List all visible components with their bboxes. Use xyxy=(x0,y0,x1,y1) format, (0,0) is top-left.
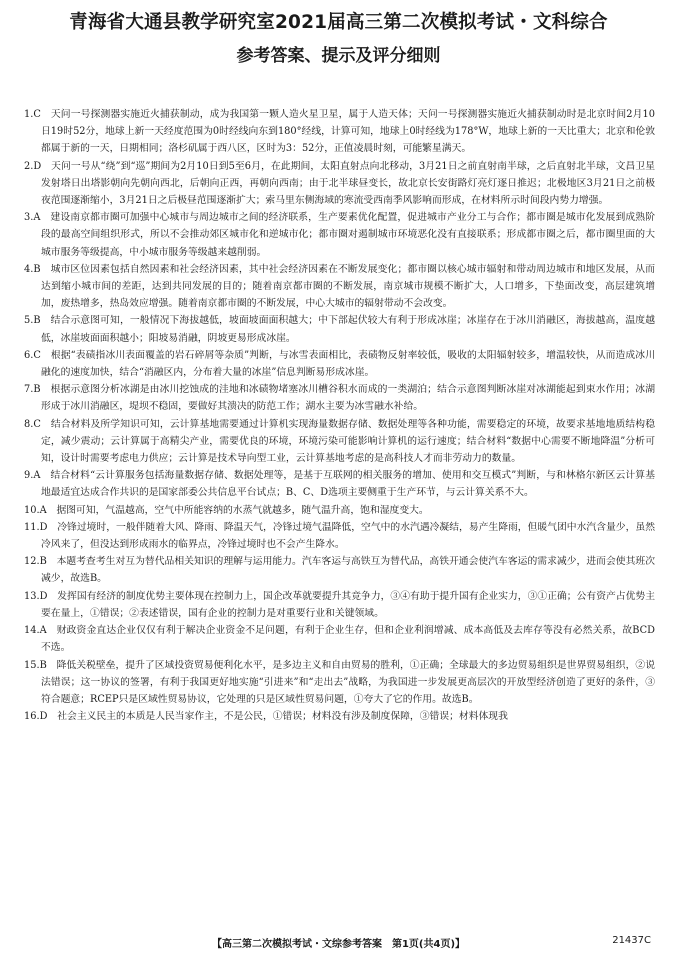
answer-item-15: 15.B 降低关税壁垒，提升了区域投资贸易便利化水平，是多边主义和自由贸易的胜利，①正确；全球最大的多边贸易组织是世界贸易组织，②说法错误；这一协议的签署，有利于我国更好地实施“引进来”和“走出去”战略，为我国进一步发展更高层次的开放型经济创造了更好的条件，③符合题意；RCEP只是区域性贸易协议，它处理的只是区域性贸易问题，①夸大了它的作用。故选B。 xyxy=(24,659,655,705)
footer-page-info: 【高三第二次模拟考试・文综参考答案 第1页(共4页)】 xyxy=(211,939,466,950)
answer-item-12: 12.B 本题考查考生对互为替代品相关知识的理解与运用能力。汽车客运与高铁互为替代品，高铁开通会使汽车客运的需求减少，进而会使其班次减少，故选B。 xyxy=(24,556,655,585)
answer-item-11: 11.D 冷锋过境时，一般伴随着大风、降雨、降温天气，冷锋过境气温降低，空气中的水汽遇冷凝结，易产生降雨，但暖气团中水汽含量少，虽然冷风来了，但没达到形成雨水的临界点，冷锋过境时也不会产生降水。 xyxy=(24,521,655,551)
answer-list xyxy=(24,106,655,725)
answer-item-2: 2.D 天问一号从“绕”到“巡”期间为2月10日到5至6月，在此期间，太阳直射点向北移动，3月21日之前直射南半球，之后直射北半球，文昌卫星发射塔日出塔影朝向先朝向西北，后朝向正西，再朝向西南；由于北半球昼变长，故北京长安街路灯亮灯逐日推迟；北极地区3月21日之前极夜范围逐渐缩小，3月21日之后极昼范围逐渐扩大；索马里东侧海域的寒流受西南季风影响而形成，在材料所示时间段内势力增强。 xyxy=(24,160,655,207)
answer-item-8: 8.C 结合材料及所学知识可知，云计算基地需要通过计算机实现海量数据存储、数据处理等各种功能，需要稳定的环境，故要求基地地质结构稳定，减少震动；云计算属于高精尖产业，需要优良的环境，环境污染可能影响计算机的运行速度；结合材料“数据中心需要不断地降温”分析可知，设计时需要考虑电力供应；云计算是技术导向型工业，云计算基地考虑的是高科技人才而非劳动力的数量。 xyxy=(24,418,655,465)
answer-item-4: 4.B 城市区位因素包括自然因素和社会经济因素，其中社会经济因素在不断发展变化；都市圈以核心城市辐射和带动周边城市和地区发展，从而达到缩小城市间的差距，达到共同发展的目的；随着南京都市圈的不断发展，南京城市规模不断扩大，人口增多，下垫面改变，高层建筑增加，废热增多，热岛效应增强。随着南京都市圈的不断发展，中心大城市的辐射带动不会改变。 xyxy=(24,263,655,310)
footer-exam-code: 21437C xyxy=(612,935,651,946)
answer-item-6: 6.C 根据“表碛指冰川表面覆盖的岩石碎屑等杂质”判断，与冰雪表面相比，表碛物反射率较低，吸收的太阳辐射较多，增温较快，从而造成冰川融化的速度加快，结合“消融区内，分布着大量的冰崖”信息判断易形成冰崖。 xyxy=(24,349,655,379)
page-footer xyxy=(0,935,677,951)
answer-item-1: 1.C 天问一号探测器实施近火捕获制动，成为我国第一颗人造火星卫星，属于人造天体；天问一号探测器实施近火捕获制动时是北京时间2月10日19时52分，地球上新一天经度范围为0时经线向东到180°经线，计算可知，地球上0时经线为178°W，地球上新的一天比重大；北京和伦敦都属于新的一天，日期相同；洛杉矶属于西八区，区时为3：52分，正值凌晨时刻，可能繁星满天。 xyxy=(24,109,655,155)
answer-item-16: 16.D 社会主义民主的本质是人民当家作主，不是公民，①错误；材料没有涉及制度保障，③错误；材料体现我 xyxy=(24,711,508,723)
answer-item-13: 13.D 发挥国有经济的制度优势主要体现在控制力上，国企改革就要提升其竞争力，③④有助于提升国有企业实力，③①正确；公有资产占优势主要在量上，①错误；②表述错误，国有企业的控制力是对重要行业和关键领域。 xyxy=(24,590,655,619)
page-subtitle: 参考答案、提示及评分细则 xyxy=(236,46,441,66)
answer-item-5: 5.B 结合示意图可知，一般情况下海拔越低，坡面坡面面积越大；中下部起伏较大有利于形成冰崖；冰崖存在于冰川消融区，海拔越高，温度越低，冰崖坡面面积越小；阳坡易消融，阴坡更易形成冰崖。 xyxy=(24,315,655,344)
answer-item-10: 10.A 据图可知，气温越高，空气中所能容纳的水蒸气就越多，随气温升高，饱和湿度变大。 xyxy=(24,504,429,516)
answer-item-3: 3.A 建设南京都市圈可加强中心城市与周边城市之间的经济联系，生产要素优化配置，促进城市产业分工与合作；都市圈是城市化发展到成熟阶段的最高空间组织形式，所以不会推动郊区城市化和逆城市化；都市圈对遏制城市环境恶化没有直接联系；形成都市圈之后，都市圈里面的大城市服务等级提高，中小城市服务等级越来越削弱。 xyxy=(24,212,655,258)
answer-item-9: 9.A 结合材料“云计算服务包括海量数据存储、数据处理等，是基于互联网的相关服务的增加、使用和交互模式”判断，与和林格尔新区云计算基地最适宜达成合作共识的是国家部委公共信息平台试点；B、C、D选项主要侧重于生产环节，与云计算关系不大。 xyxy=(24,470,655,499)
answer-item-7: 7.B 根据示意图分析冰湖是由冰川挖蚀成的洼地和冰碛物堵塞冰川槽谷积水而成的一类湖泊；结合示意图判断冰崖对冰湖能起到束水作用；冰湖形成于冰川消融区，堤坝不稳固，要做好其溃决的防范工作；湖水主要为冰雪融水补给。 xyxy=(24,384,655,413)
page-title: 青海省大通县教学研究室2021届高三第二次模拟考试・文科综合 xyxy=(69,12,608,33)
answer-item-14: 14.A 财政资金直达企业仅仅有利于解决企业资金不足问题，有利于企业生存，但和企业利润增减、成本高低及去库存等没有必然关系，故BCD不选。 xyxy=(24,625,655,654)
